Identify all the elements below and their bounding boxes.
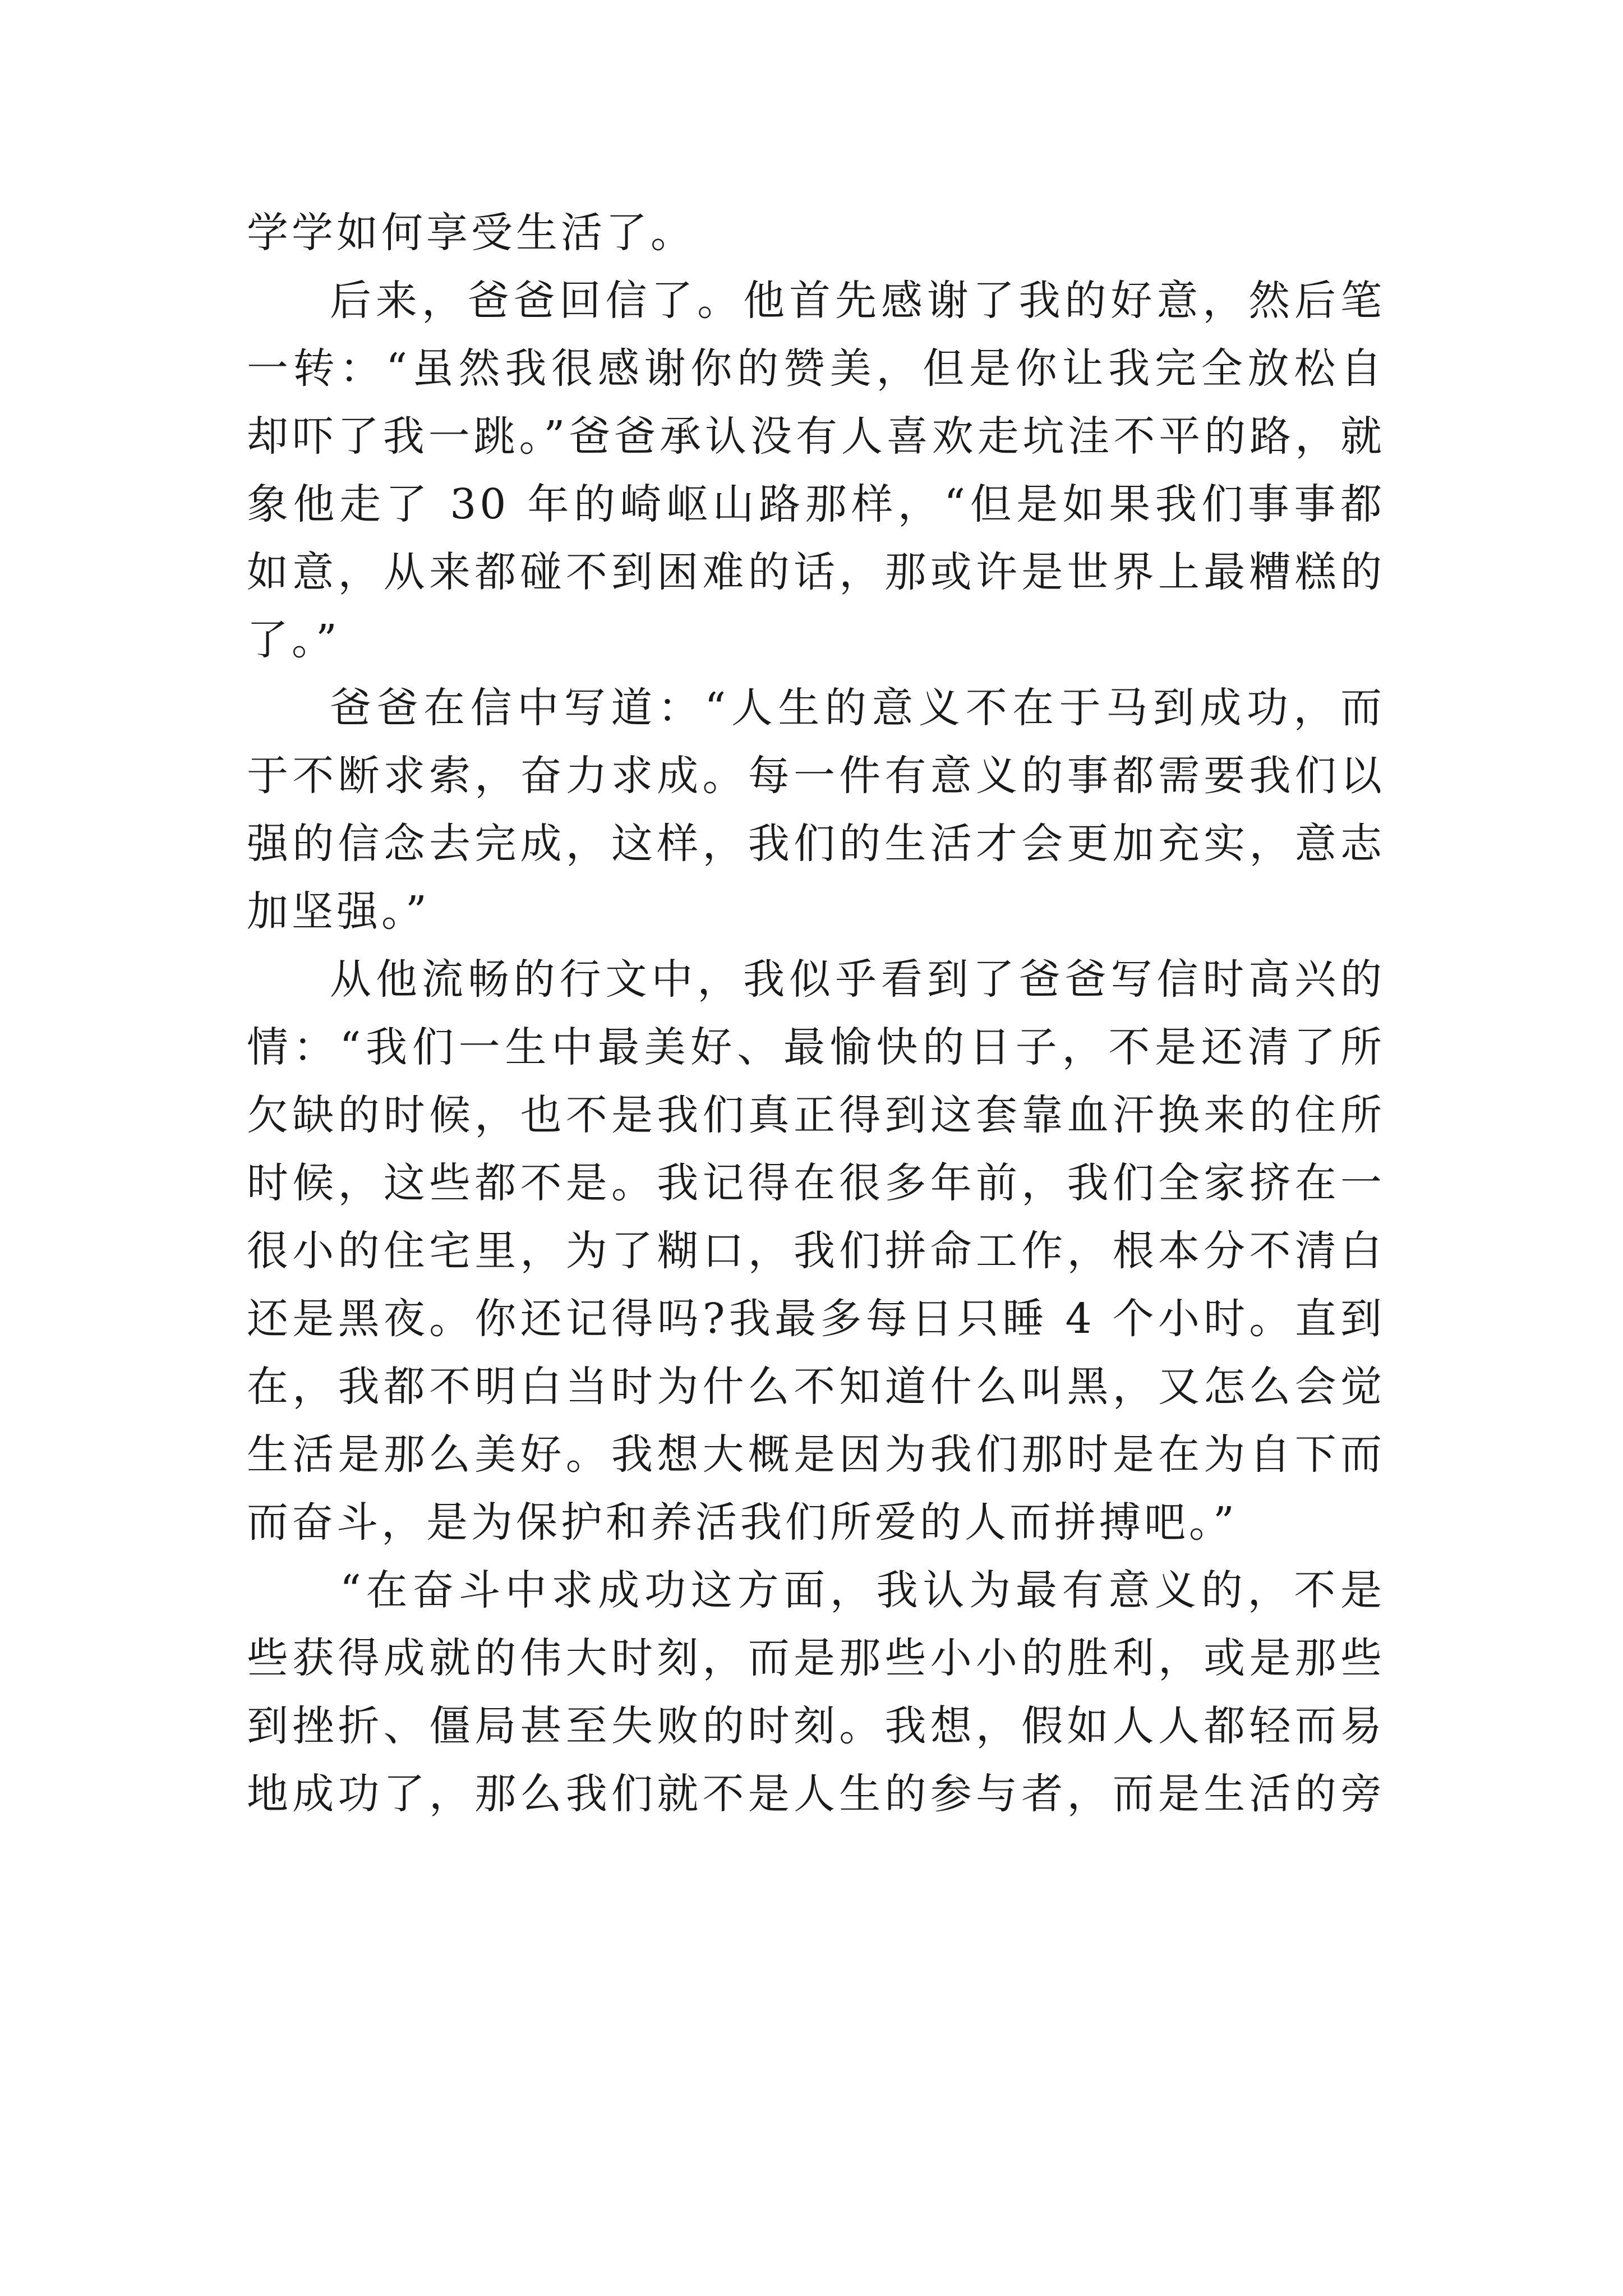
text-line: 后来，爸爸回信了。他首先感谢了我的好意，然后笔	[330, 277, 1385, 325]
text-line: 时候，这些都不是。我记得在很多年前，我们全家挤在一	[247, 1159, 1385, 1207]
text-line: 加坚强。”	[247, 887, 430, 936]
text-line: 在，我都不明白当时为什么不知道什么叫黑，又怎么会觉	[247, 1363, 1385, 1411]
paragraph-3	[247, 674, 1385, 946]
text-line: 于不断求索，奋力求成。每一件有意义的事都需要我们以	[247, 752, 1385, 800]
text-line: 学学如何享受生活了。	[247, 209, 695, 257]
text-line: 强的信念去完成，这样，我们的生活才会更加充实，意志	[247, 820, 1385, 868]
text-line: 很小的住宅里，为了糊口，我们拼命工作，根本分不清白	[247, 1227, 1385, 1275]
text-line: 而奋斗，是为保护和养活我们所爱的人而拼搏吧。”	[247, 1498, 1238, 1547]
text-line: 到挫折、僵局甚至失败的时刻。我想，假如人人都轻而易	[247, 1702, 1385, 1750]
text-line: 一转：“虽然我很感谢你的赞美，但是你让我完全放松自	[247, 344, 1385, 393]
text-line: 情：“我们一生中最美好、最愉快的日子，不是还清了所	[247, 1023, 1385, 1071]
document-body	[247, 199, 1385, 1828]
text-line: 生活是那么美好。我想大概是因为我们那时是在为自下而	[247, 1430, 1385, 1479]
text-line: 地成功了，那么我们就不是人生的参与者，而是生活的旁	[247, 1770, 1385, 1818]
text-line: 还是黑夜。你还记得吗?我最多每日只睡 4 个小时。直到	[247, 1295, 1385, 1343]
paragraph-4	[247, 946, 1385, 1557]
paragraph-5	[247, 1557, 1385, 1828]
text-line: 些获得成就的伟大时刻，而是那些小小的胜利，或是那些	[247, 1634, 1385, 1682]
text-line: 从他流畅的行文中，我似乎看到了爸爸写信时高兴的	[330, 955, 1385, 1004]
text-line: 爸爸在信中写道：“人生的意义不在于马到成功，而	[330, 684, 1385, 732]
text-line: 却吓了我一跳。”爸爸承认没有人喜欢走坑洼不平的路，就	[247, 412, 1385, 461]
text-line: 了。”	[247, 616, 340, 664]
text-line: 象他走了 30 年的崎岖山路那样，“但是如果我们事事都	[247, 480, 1385, 528]
paragraph-1	[247, 199, 1385, 267]
text-line: 欠缺的时候，也不是我们真正得到这套靠血汗换来的住所	[247, 1091, 1385, 1139]
paragraph-2	[247, 267, 1385, 674]
text-line: 如意，从来都碰不到困难的话，那或许是世界上最糟糕的	[247, 548, 1385, 596]
text-line: “在奋斗中求成功这方面，我认为最有意义的，不是	[340, 1566, 1385, 1614]
